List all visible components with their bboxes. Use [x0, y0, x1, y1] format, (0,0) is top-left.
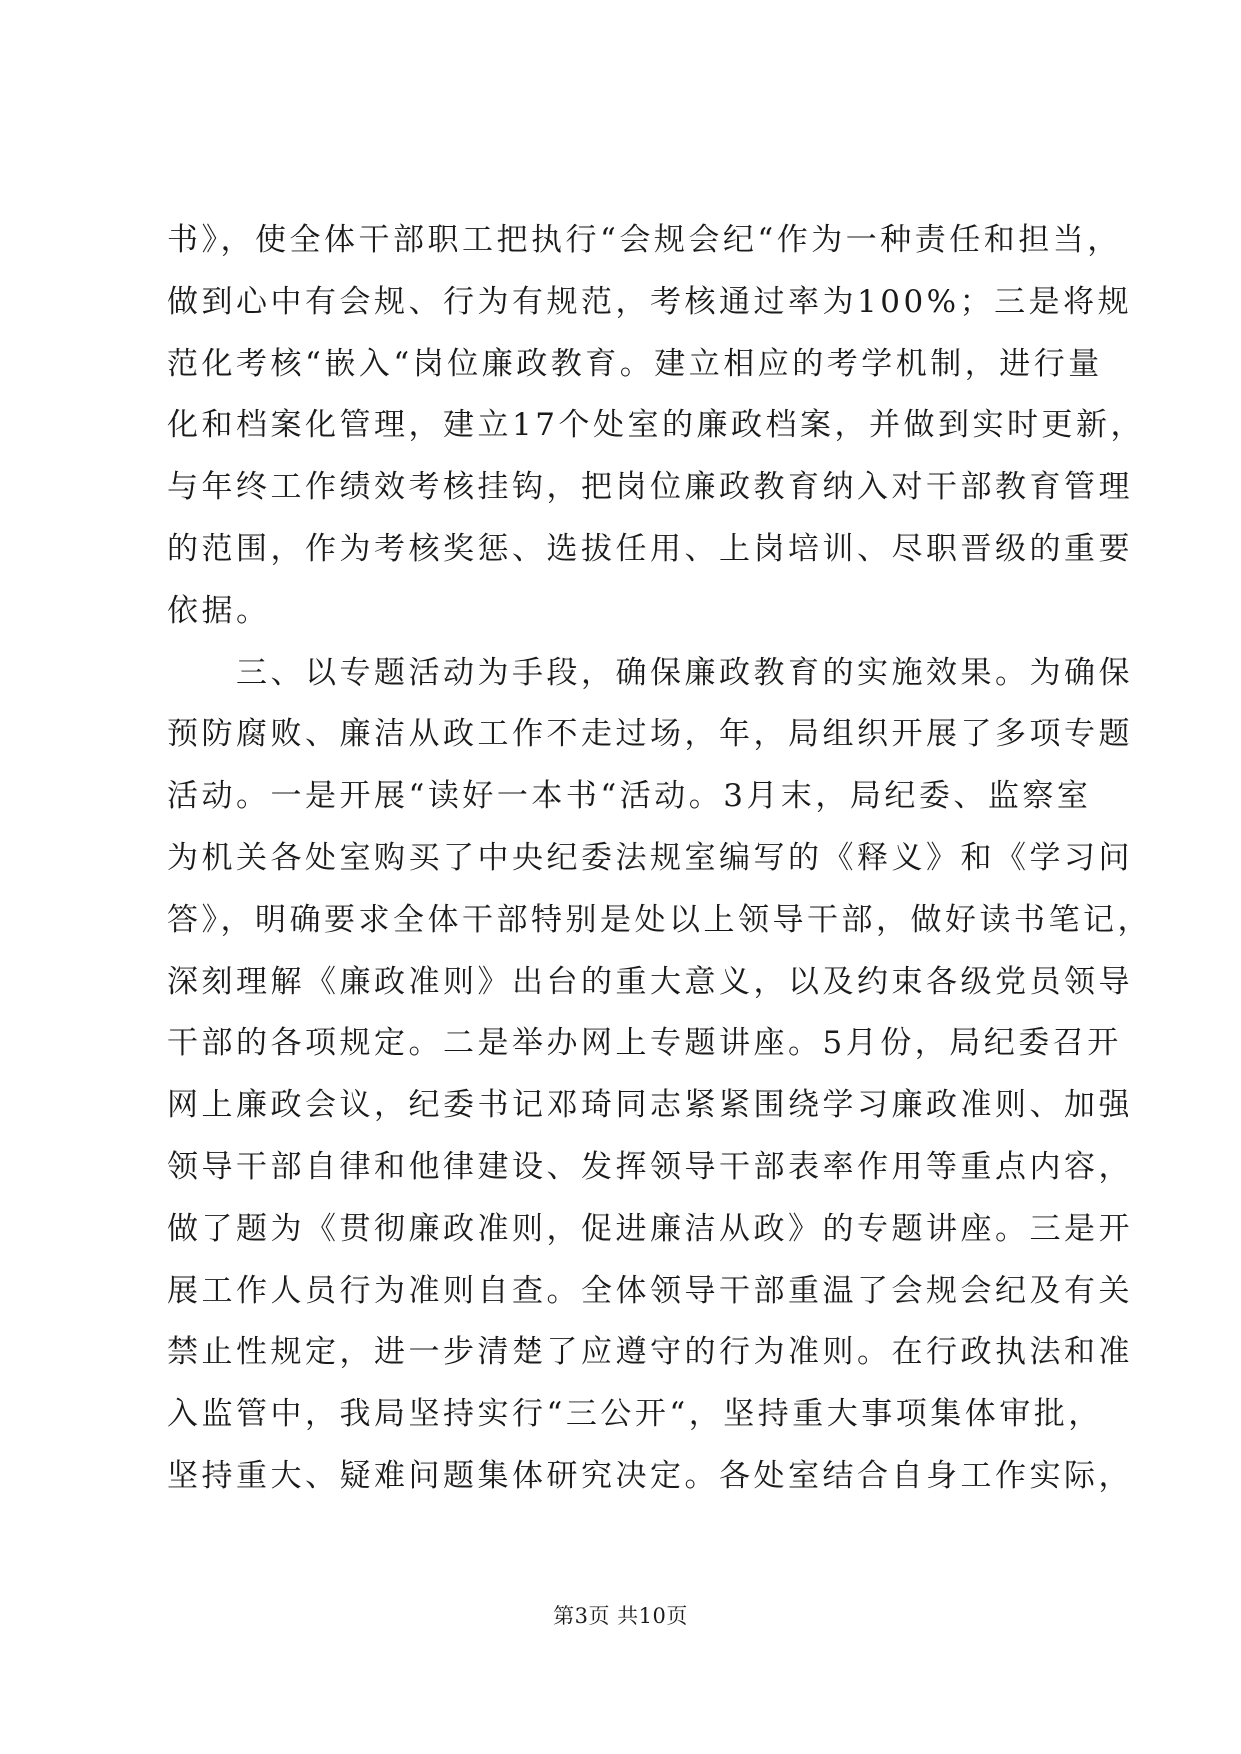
text-line: 预防腐败、廉洁从政工作不走过场，年，局组织开展了多项专题 [167, 716, 1133, 753]
text-line: 做到心中有会规、行为有规范，考核通过率为100%；三是将规 [167, 283, 1133, 320]
text-line: 做了题为《贯彻廉政准则，促进廉洁从政》的专题讲座。三是开 [167, 1210, 1133, 1247]
text-line: 干部的各项规定。二是举办网上专题讲座。5月份，局纪委召开 [167, 1025, 1122, 1062]
text-line: 活动。一是开展“读好一本书“活动。3月末，局纪委、监察室 [167, 778, 1092, 815]
text-line: 答》，明确要求全体干部特别是处以上领导干部，做好读书笔记， [167, 901, 1152, 938]
body-text [167, 210, 1152, 1508]
text-line: 入监管中，我局坚持实行“三公开“，坚持重大事项集体审批， [167, 1396, 1103, 1433]
text-line: 与年终工作绩效考核挂钩，把岗位廉政教育纳入对干部教育管理 [167, 469, 1133, 506]
text-line: 的范围，作为考核奖惩、选拔任用、上岗培训、尽职晋级的重要 [167, 530, 1133, 567]
text-line: 三、以专题活动为手段，确保廉政教育的实施效果。为确保 [167, 654, 1133, 691]
text-line: 深刻理解《廉政准则》出台的重大意义，以及约束各级党员领导 [167, 963, 1133, 1000]
text-line: 书》，使全体干部职工把执行“会规会纪“作为一种责任和担当， [167, 222, 1122, 258]
text-line: 坚持重大、疑难问题集体研究决定。各处室结合自身工作实际， [167, 1457, 1133, 1494]
text-line: 禁止性规定，进一步清楚了应遵守的行为准则。在行政执法和准 [167, 1334, 1133, 1371]
text-line: 依据。 [167, 592, 271, 629]
text-line: 范化考核“嵌入“岗位廉政教育。建立相应的考学机制，进行量 [167, 345, 1103, 382]
text-line: 领导干部自律和他律建设、发挥领导干部表率作用等重点内容， [167, 1148, 1133, 1185]
text-line: 为机关各处室购买了中央纪委法规室编写的《释义》和《学习问 [167, 839, 1133, 876]
page-footer: 第3页 共10页 [553, 1604, 688, 1628]
text-line: 展工作人员行为准则自查。全体领导干部重温了会规会纪及有关 [167, 1272, 1133, 1309]
text-line: 网上廉政会议，纪委书记邓琦同志紧紧围绕学习廉政准则、加强 [167, 1087, 1133, 1124]
text-line: 化和档案化管理，建立17个处室的廉政档案，并做到实时更新， [167, 407, 1145, 444]
